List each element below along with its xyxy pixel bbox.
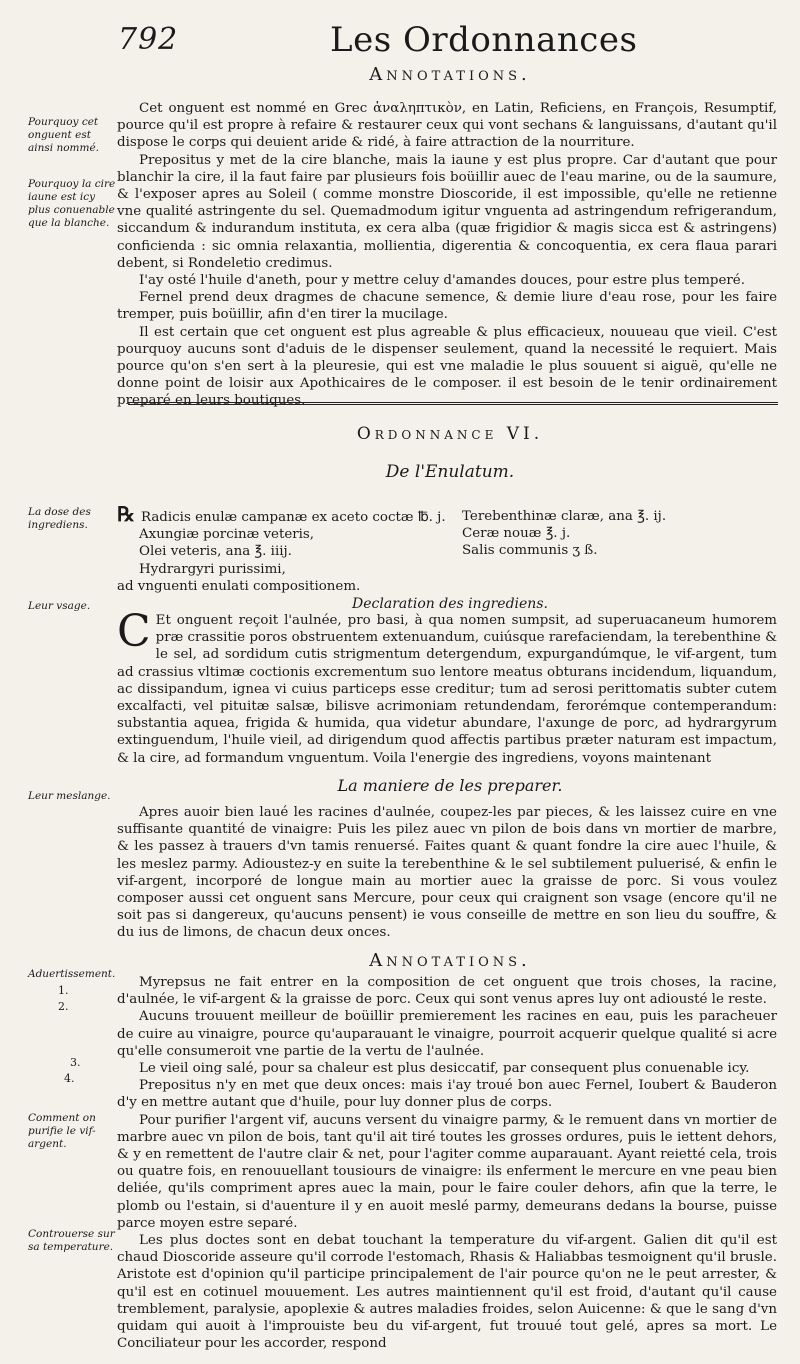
margin-note-mix: Leur meslange.: [28, 790, 111, 802]
paragraph: Les plus doctes sont en debat touchant la temperature du vif-argent. Galien dit qu'il est chaud Dioscoride asseure qu'il corrode l'estomach, Rhasis & Haliabbas tesmoignent qu'il brusle. Aristote est d'opinion qu'il participe principalement de l'air pource qu'on ne le peut arrester, & qu'il est en cotinuel mouuement. Les autres maintiennent qu'il est froid, d'autant qu'il cause tremblement, paralysie, apoplexie & autres maladies froides, selon Auicenne: & que le sang d'vn quidam qui auoit à l'improuiste beu du vif-argent, fut trouué tout gelé, apres sa mort. Le Conciliateur pour les accorder, respond: [117, 1233, 777, 1352]
recipe-line: Olei veteris, ana ℥. iiij.: [139, 544, 292, 560]
annotations-heading-2: Annotations.: [369, 950, 531, 971]
margin-note-dose: La dose des ingrediens.: [28, 506, 91, 531]
drop-cap: C: [117, 606, 151, 657]
recipe-symbol: ℞: [117, 502, 135, 526]
margin-note-purify: Comment on purifie le vif-argent.: [28, 1112, 96, 1150]
margin-note-warning: Aduertissement.: [28, 968, 116, 980]
annotations-1-body: [117, 100, 777, 410]
margin-note-2: Pourquoy la cire iaune est icy plus conuenable que la blanche.: [28, 178, 116, 229]
margin-note-1: Pourquoy cet onguent est ainsi nommé.: [28, 116, 100, 154]
paragraph: Prepositus y met de la cire blanche, mais la iaune y est plus propre. Car d'autant que pour blanchir la cire, il la faut faire par plusieurs fois boüillir auec de l'eau marine, ou de la saumure, & l'exposer apres au Soleil ( comme monstre Dioscoride, il est impossible, qu'elle ne retienne vne qualité astringente du sel. Quemadmodum igitur vnguenta ad astringendum refrigerandum, siccandum & indurandum instituta, ex cera alba (quæ frigidior & magis sicca est & astringens) conficienda : sic omnia relaxantia, mollientia, digerentia & concoquentia, ex cera flaua parari debent, si Rondeletio credimus.: [117, 152, 777, 271]
margin-note-usage: Leur vsage.: [28, 600, 91, 612]
preparation-text: Apres auoir bien laué les racines d'aulnée, coupez-les par pieces, & les laissez cuire en vne suffisante quantité de vinaigre: Puis les pilez auec vn pilon de bois dans vn mortier de marbre, & les passez à trauers d'vn tamis renuersé. Faites quant & quant fondre la cire auec l'huile, & les meslez parmy. Adioustez-y en suite la terebenthine & le sel subtilement puluerisé, & enfin le vif-argent, incorporé de longue main au mortier auec la graisse de porc. Si vous voulez composer aussi cet onguent sans Mercure, pour ceux qui craignent son vsage (encore qu'il ne soit pas si dangereux, qu'aucuns pensent) ie vous conseille de mettre en son lieu du souffre, & du ius de limons, de chacun deux onces.: [117, 805, 777, 941]
margin-number: 1.: [58, 984, 69, 997]
paragraph: Prepositus n'y en met que deux onces: mais i'ay troué bon auec Fernel, Ioubert & Bauderon d'y en mettre autant que d'huile, pour luy donner plus de corps.: [117, 1078, 777, 1111]
paragraph: Le vieil oing salé, pour sa chaleur est plus desiccatif, par consequent plus conuenable icy.: [139, 1061, 750, 1077]
paragraph: Il est certain que cet onguent est plus agreable & plus efficacieux, nouueau que vieil. C'est pourquoy aucuns sont d'aduis de le dispenser seulement, quand la necessité le requiert. Mais pource qu'on s'en sert à la pleuresie, qui est vne maladie le plus souuent si aiguë, qu'elle ne donne point de loisir aux Apothicaires de le composer. il est besoin de le tenir ordinairement preparé en leurs boutiques.: [117, 324, 777, 409]
recipe-right-column: [462, 508, 666, 560]
paragraph: Myrepsus ne fait entrer en la composition de cet onguent que trois choses, la racine, d'aulnée, le vif-argent & la graisse de porc. Ceux qui sont venus apres luy ont adiousté le reste.: [117, 975, 777, 1008]
recipe-left-column: [117, 502, 446, 595]
declaration-heading: Declaration des ingrediens.: [352, 596, 548, 612]
recipe-line: Salis communis ʒ ß.: [462, 543, 598, 559]
margin-note-controversy: Controuerse sur sa temperature.: [28, 1228, 115, 1253]
margin-number: 2.: [58, 1000, 69, 1013]
paragraph: Aucuns trouuent meilleur de boüillir premierement les racines en eau, puis les paracheuer de cuire au vinaigre, pource qu'auparauant le vinaigre, pourroit acquerir quelque qualité si acre qu'elle consumeroit vne partie de la vertu de l'aulnée.: [117, 1009, 777, 1059]
annotations-2-body: [117, 974, 777, 1352]
ordonnance-title: Ordonnance VI.: [356, 424, 544, 444]
declaration-text: Et onguent reçoit l'aulnée, pro basi, à qua nomen sumpsit, ad superuacaneum humorem præ crassitie poros obstruentem extenuandum, cuiúsque rarefaciendam, la terebenthine & le sel, ad sordidum cutis strigmentum detergendum, expurgandúmque, le vif-argent, tum ad crassius vltimæ coctionis excrementum suo lentore meatus obturans incidendum, liquandum, ac dissipandum, ignea vi cuius particeps esse creditur; tum ad serosi perittomatis subter cutem excalfacti, vel pituitæ salsæ, bilisve acrimoniam retundendam, ferorémque contemperandum: substantia aquea, frigida & humida, qua videtur abundare, l'axunge de porc, ad hydrargyrum extinguendum, l'huile vieil, ad dirigendum quod affectis partibus præter naturam est impactum, & la cire, ad formandum vnguentum. Voila l'energie des ingrediens, voyons maintenant: [117, 613, 777, 766]
running-title: Les Ordonnances: [330, 20, 638, 60]
paragraph: Cet onguent est nommé en Grec ἀναληπτικὸν, en Latin, Reficiens, en François, Resumptif, pource qu'il est propre à refaire & restaurer ceux qui vont sechans & languissans, d'autant qu'il dispose le corps qui deuient aride & ridé, à faire attraction de la nourriture.: [117, 101, 777, 151]
margin-number: 3.: [70, 1056, 81, 1069]
preparation-body: [117, 804, 777, 942]
recipe-line: Terebenthinæ claræ, ana ℥. ij.: [462, 509, 667, 524]
page-number: 792: [118, 22, 179, 57]
margin-number: 4.: [64, 1072, 75, 1085]
recipe-line: ad vnguenti enulati compositionem.: [117, 578, 361, 594]
section-rule: [128, 402, 778, 405]
annotations-heading-1: Annotations.: [369, 64, 531, 85]
ordonnance-subtitle: De l'Enulatum.: [385, 462, 515, 482]
declaration-body: [117, 606, 777, 767]
paragraph: Fernel prend deux dragmes de chacune semence, & demie liure d'eau rose, pour les faire tremper, puis boüillir, afin d'en tirer la mucilage.: [117, 290, 777, 323]
paragraph: Pour purifier l'argent vif, aucuns versent du vinaigre parmy, & le remuent dans vn mortier de marbre auec vn pilon de bois, tant qu'il ait tiré toutes les grosses ordures, puis le iettent dehors, & y en remettent de l'autre clair & net, pour l'agiter comme auparauant. Ayant reietté cela, trois ou quatre fois, en renouuellant tousiours de vinaigre: ils enferment le mercure en vne peau bien deliée, qu'ils compriment apres auec la main, pour le faire couler dehors, afin que la terre, le plomb ou l'estain, si d'auenture il y en auoit meslé parmy, demeurans dedans la bourse, puisse parce moyen estre separé.: [117, 1112, 777, 1231]
recipe-line: ℞ Radicis enulæ campanæ ex aceto coctæ ℔. j.: [117, 502, 446, 526]
recipe-line: Hydrargyri purissimi,: [139, 561, 286, 577]
preparation-heading: La maniere de les preparer.: [337, 776, 563, 795]
recipe-line: Ceræ nouæ ℥. j.: [462, 526, 571, 542]
paragraph: I'ay osté l'huile d'aneth, pour y mettre celuy d'amandes douces, pour estre plus temperé.: [139, 273, 745, 289]
recipe-line: Axungiæ porcinæ veteris,: [139, 527, 315, 543]
